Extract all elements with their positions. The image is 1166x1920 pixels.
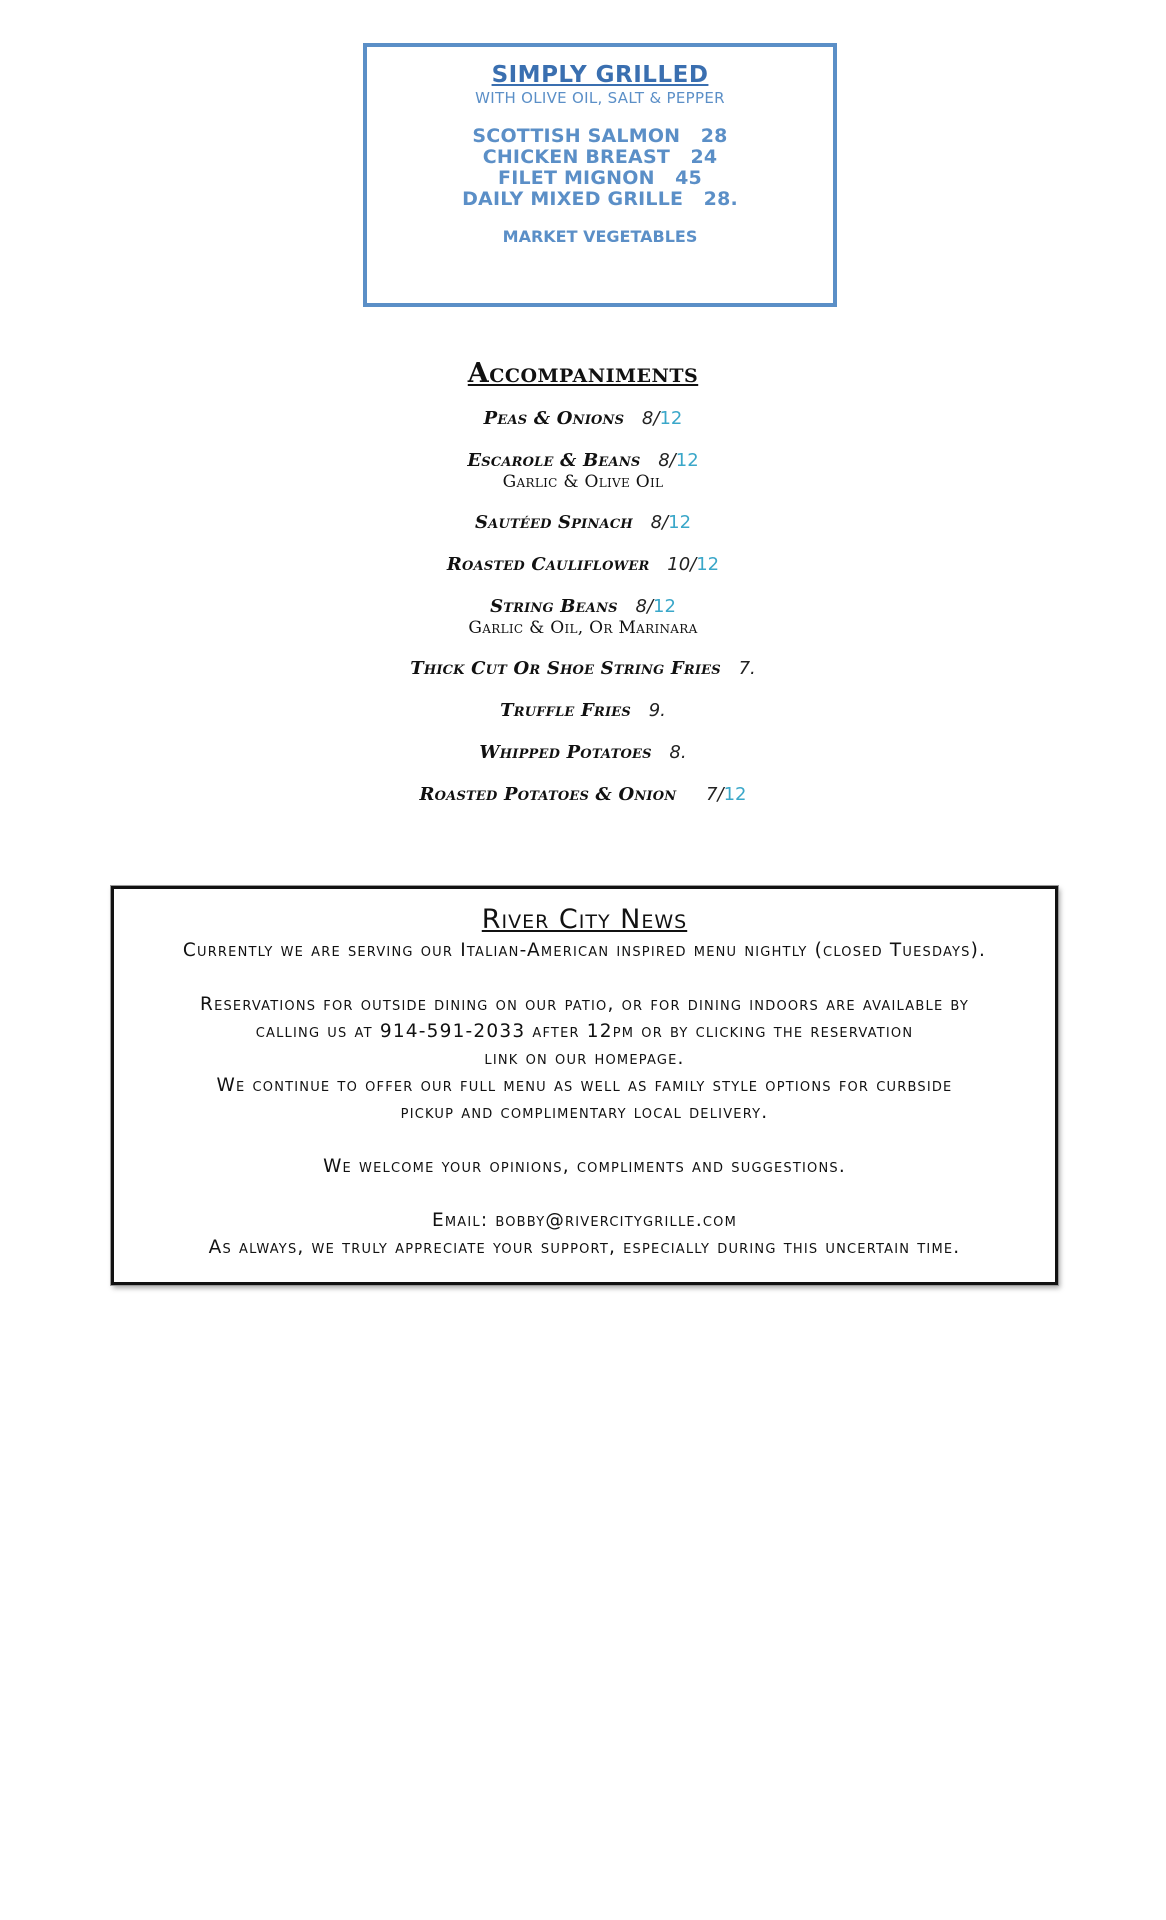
market-vegetables: MARKET VEGETABLES	[502, 227, 698, 246]
accompaniment-price-large: 12	[659, 408, 683, 429]
accompaniment-item	[0, 408, 1166, 430]
grilled-item: SCOTTISH SALMON 28	[472, 125, 728, 147]
accompaniment-name: String Beans	[490, 596, 618, 617]
news-line: We welcome your opinions, compliments and suggestions.	[323, 1156, 846, 1177]
accompaniments-section	[0, 356, 1166, 826]
accompaniment-name: Thick Cut Or Shoe String Fries	[410, 658, 721, 679]
accompaniment-price: 8/	[635, 596, 654, 617]
accompaniment-description: Garlic & Olive Oil	[502, 472, 664, 492]
grilled-item: FILET MIGNON 45	[498, 167, 702, 189]
accompaniment-price: 9.	[648, 700, 666, 721]
news-line: calling us at 914-591-2033 after 12pm or by clicking the reservation	[255, 1021, 914, 1042]
accompaniment-price-large: 12	[675, 450, 699, 471]
accompaniments-title: Accompaniments	[467, 358, 699, 389]
accompaniment-name: Sautéed Spinach	[474, 512, 633, 533]
accompaniment-price: 8.	[669, 742, 687, 763]
accompaniment-item	[0, 450, 1166, 492]
accompaniment-name: Truffle Fries	[500, 700, 631, 721]
accompaniment-price-large: 12	[723, 784, 747, 805]
accompaniment-item	[0, 700, 1166, 722]
accompaniment-price-large: 12	[668, 512, 692, 533]
accompaniment-item	[0, 784, 1166, 806]
news-line: Currently we are serving our Italian-American inspired menu nightly (closed Tuesdays).	[182, 940, 987, 961]
accompaniment-price: 10/	[667, 554, 697, 575]
grilled-items-list	[367, 126, 833, 210]
accompaniment-item	[0, 596, 1166, 638]
accompaniment-name: Peas & Onions	[483, 408, 625, 429]
accompaniment-price: 8/	[641, 408, 660, 429]
news-line: As always, we truly appreciate your support, especially during this uncertain time.	[208, 1237, 961, 1258]
accompaniment-price: 8/	[658, 450, 676, 471]
accompaniment-name: Whipped Potatoes	[479, 742, 652, 763]
accompaniment-price: 7/	[706, 784, 724, 805]
accompaniment-name: Roasted Potatoes & Onion	[419, 784, 677, 805]
news-email-line[interactable]: Email: bobby@rivercitygrille.com	[431, 1210, 738, 1231]
accompaniment-item	[0, 658, 1166, 680]
accompaniment-price: 7.	[738, 658, 756, 679]
river-city-news-box	[111, 886, 1058, 1285]
news-title: River City News	[481, 904, 688, 935]
accompaniment-price: 8/	[650, 512, 669, 533]
accompaniment-item	[0, 554, 1166, 576]
news-line: pickup and complimentary local delivery.	[400, 1102, 769, 1123]
accompaniment-item	[0, 512, 1166, 534]
accompaniment-price-large: 12	[696, 554, 720, 575]
news-line: We continue to offer our full menu as well as family style options for curbside	[216, 1075, 953, 1096]
accompaniment-item	[0, 742, 1166, 764]
simply-grilled-subtitle: WITH OLIVE OIL, SALT & PEPPER	[475, 89, 725, 107]
accompaniment-price-large: 12	[653, 596, 676, 617]
news-line: link on our homepage.	[484, 1048, 685, 1069]
grilled-item: DAILY MIXED GRILLE 28.	[462, 188, 738, 210]
accompaniment-name: Escarole & Beans	[467, 450, 641, 471]
accompaniment-description: Garlic & Oil, Or Marinara	[468, 618, 698, 638]
simply-grilled-box	[363, 43, 837, 307]
accompaniment-name: Roasted Cauliflower	[446, 554, 650, 575]
grilled-item: CHICKEN BREAST 24	[482, 146, 718, 168]
simply-grilled-title: SIMPLY GRILLED	[491, 62, 709, 88]
news-line: Reservations for outside dining on our patio, or for dining indoors are available by	[200, 994, 969, 1015]
